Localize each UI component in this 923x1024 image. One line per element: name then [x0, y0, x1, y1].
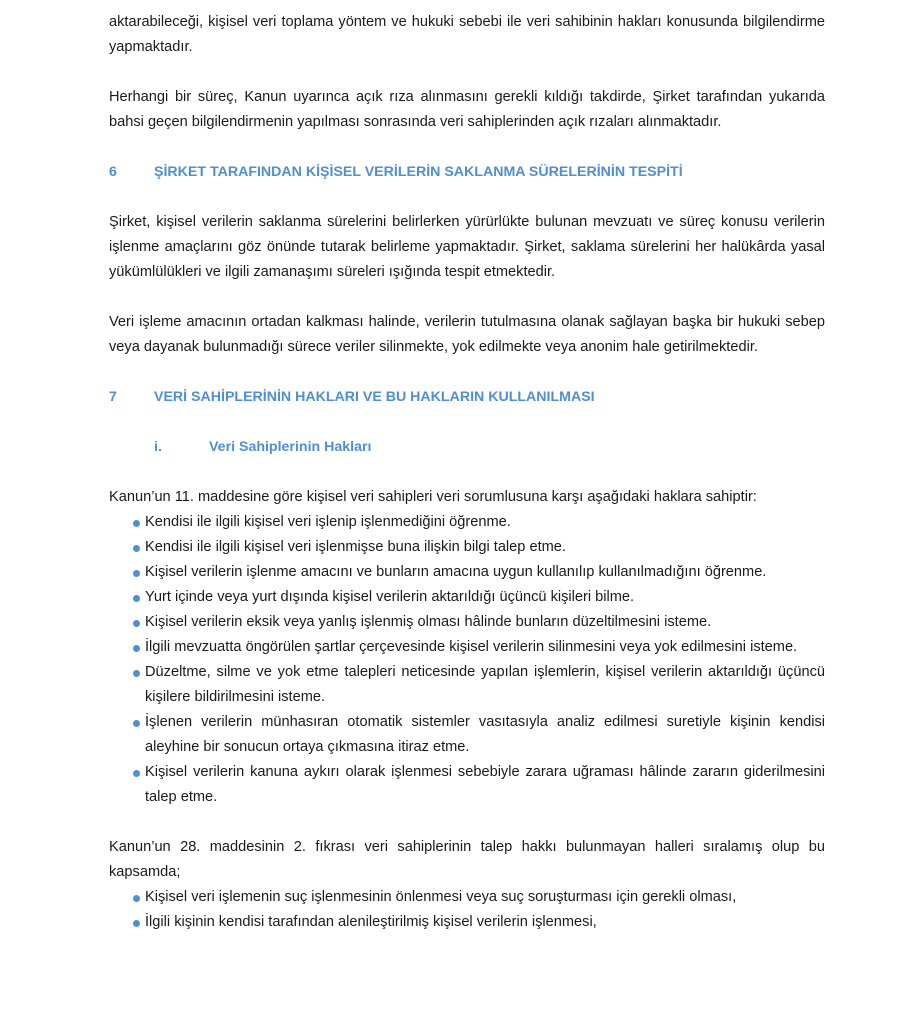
- list-item: [109, 660, 825, 710]
- subsection-heading: [109, 435, 825, 460]
- list-item: [109, 610, 825, 635]
- list-item: [109, 710, 825, 760]
- list-item-text: Kendisi ile ilgili kişisel veri işlenip işlenmediğini öğrenme.: [145, 514, 511, 530]
- bullet-icon: [133, 545, 140, 552]
- intro-paragraph-2: Herhangi bir süreç, Kanun uyarınca açık rıza alınmasını gerekli kıldığı takdirde, Şirket tarafından yukarıda bahsi geçen bilgilendirmenin yapılması sonrasında veri sahiplerinden açık rızaları alınmaktadır.: [109, 89, 825, 130]
- section-6-paragraph-2: Veri işleme amacının ortadan kalkması halinde, verilerin tutulmasına olanak sağlayan başka bir hukuki sebep veya dayanak bulunmadığı sürece veriler silinmekte, yok edilmekte veya anonim hale getirilmektedir.: [109, 314, 825, 355]
- bullet-icon: [133, 670, 140, 677]
- section-7-heading: [109, 385, 825, 410]
- section-6-number: 6: [109, 164, 117, 180]
- list-item: [109, 760, 825, 810]
- list-item-text: Kişisel verilerin eksik veya yanlış işlenmiş olması hâlinde bunların düzeltilmesini isteme.: [145, 614, 712, 630]
- bullet-icon: [133, 920, 140, 927]
- list-item: [109, 535, 825, 560]
- list-item: [109, 910, 825, 935]
- list-item-text: Kişisel verilerin kanuna aykırı olarak işlenmesi sebebiyle zarara uğraması hâlinde zararın giderilmesini talep etme.: [145, 764, 825, 805]
- rights-list: [109, 510, 825, 810]
- list-item-text: İşlenen verilerin münhasıran otomatik sistemler vasıtasıyla analiz edilmesi suretiyle kişinin kendisi aleyhine bir sonucun ortaya çıkmasına itiraz etme.: [145, 714, 825, 755]
- list-item-text: Yurt içinde veya yurt dışında kişisel verilerin aktarıldığı üçüncü kişileri bilme.: [145, 589, 635, 605]
- intro-paragraph-1: aktarabileceği, kişisel veri toplama yöntem ve hukuki sebebi ile veri sahibinin hakları konusunda bilgilendirme yapmaktadır.: [109, 14, 825, 55]
- subsection-title: Veri Sahiplerinin Hakları: [209, 439, 372, 455]
- list-item: [109, 560, 825, 585]
- bullet-icon: [133, 595, 140, 602]
- list-item: [109, 885, 825, 910]
- bullet-icon: [133, 620, 140, 627]
- bullet-icon: [133, 570, 140, 577]
- section-6-title: ŞİRKET TARAFINDAN KİŞİSEL VERİLERİN SAKLANMA SÜRELERİNİN TESPİTİ: [154, 164, 683, 180]
- list-item-text: İlgili mevzuatta öngörülen şartlar çerçevesinde kişisel verilerin silinmesini veya yok edilmesini isteme.: [145, 639, 798, 655]
- subsection-number: i.: [154, 439, 162, 455]
- list-item: [109, 585, 825, 610]
- list-item-text: Kendisi ile ilgili kişisel veri işlenmişse buna ilişkin bilgi talep etme.: [145, 539, 566, 555]
- article-28-paragraph: Kanun’un 28. maddesinin 2. fıkrası veri sahiplerinin talep hakkı bulunmayan halleri sıralamış olup bu kapsamda;: [109, 839, 825, 880]
- rights-intro-paragraph: Kanun’un 11. maddesine göre kişisel veri sahipleri veri sorumlusuna karşı aşağıdaki haklara sahiptir:: [109, 489, 757, 505]
- document-page: [109, 10, 825, 935]
- bullet-icon: [133, 720, 140, 727]
- bullet-icon: [133, 520, 140, 527]
- bullet-icon: [133, 895, 140, 902]
- section-6-paragraph-1: Şirket, kişisel verilerin saklanma sürelerini belirlerken yürürlükte bulunan mevzuatı ve süreç konusu verilerin işlenme amaçlarını göz önünde tutarak belirleme yapmaktadır. Şirket, saklama sürelerini her halükârda yasal yükümlülükleri ve ilgili zamanaşımı süreleri ışığında tespit etmektedir.: [109, 214, 825, 280]
- exceptions-list: [109, 885, 825, 935]
- section-7-title: VERİ SAHİPLERİNİN HAKLARI VE BU HAKLARIN KULLANILMASI: [154, 389, 595, 405]
- section-7-number: 7: [109, 389, 117, 405]
- list-item-text: Kişisel verilerin işlenme amacını ve bunların amacına uygun kullanılıp kullanılmadığını öğrenme.: [145, 564, 767, 580]
- list-item-text: İlgili kişinin kendisi tarafından alenileştirilmiş kişisel verilerin işlenmesi,: [145, 914, 597, 930]
- section-6-heading: [109, 160, 825, 185]
- list-item: [109, 635, 825, 660]
- list-item: [109, 510, 825, 535]
- list-item-text: Kişisel veri işlemenin suç işlenmesinin önlenmesi veya suç soruşturması için gerekli olması,: [145, 889, 737, 905]
- bullet-icon: [133, 645, 140, 652]
- bullet-icon: [133, 770, 140, 777]
- list-item-text: Düzeltme, silme ve yok etme talepleri neticesinde yapılan işlemlerin, kişisel verilerin aktarıldığı üçüncü kişilere bildirilmesini isteme.: [145, 664, 825, 705]
